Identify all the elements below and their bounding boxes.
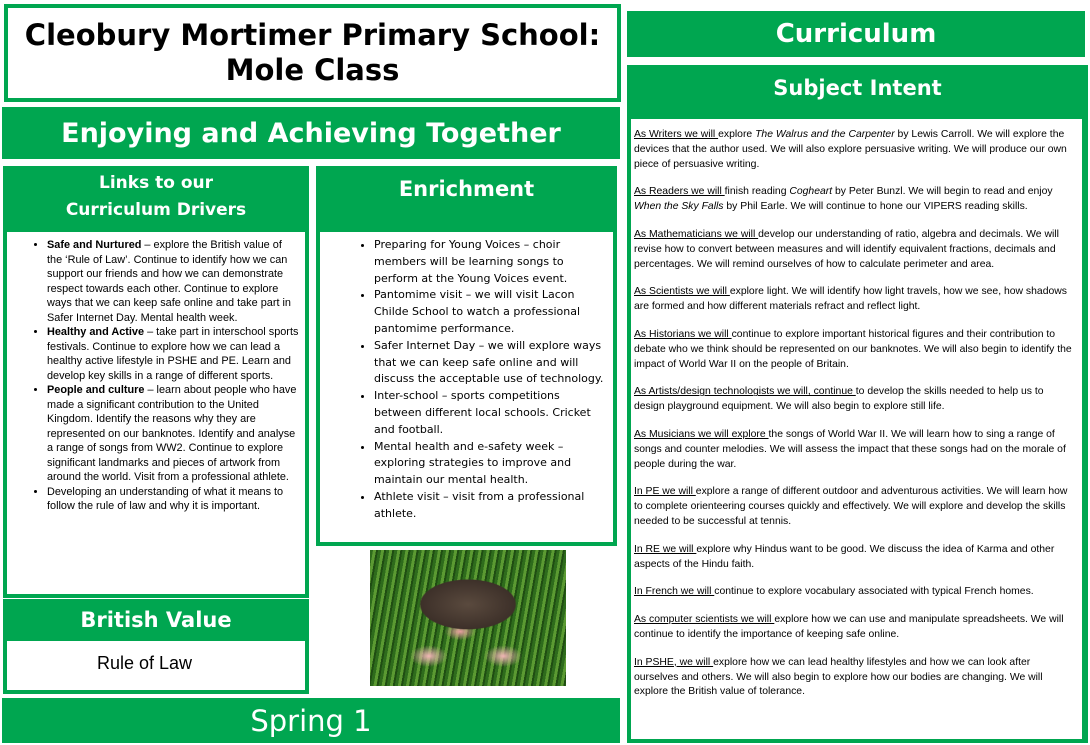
- driver-item-text: – take part in interschool sports festivals. Continue to explore how we can lead a healthy active lifestyle in PSHE and PE. Learn and develop key skills in a range of different sports.: [47, 326, 299, 382]
- subject-paragraph: [634, 485, 1076, 529]
- driver-item: [47, 383, 299, 485]
- enrichment-item: • Pantomime visit – we will visit Lacon Childe School to watch a professional pantomime performance.: [374, 287, 605, 337]
- subject-paragraph: [634, 128, 1076, 172]
- subject-lead: As Artists/design technologists we will, continue: [634, 386, 856, 398]
- driver-item-title: People and culture: [47, 384, 145, 396]
- driver-item-text: – learn about people who have made a significant contribution to the United Kingdom. Identify the reasons why they are represented on our banknotes. Identify and analyse a range of songs from WW2. Continue to explore significant landmarks and pieces of artwork from around the world. Visit from a professional athlete.: [47, 384, 297, 483]
- subject-lead: In PSHE, we will: [634, 656, 714, 668]
- subject-body: to develop the skills needed to help us to design playground equipment. We will also begin to explore still life.: [634, 386, 1044, 413]
- subject-paragraph: [634, 613, 1076, 643]
- drivers-heading: [3, 166, 309, 228]
- enrichment-item: • Safer Internet Day – we will explore ways that we can keep safe online and will discuss the acceptable use of technology.: [374, 338, 605, 388]
- enrichment-item: • Mental health and e-safety week – exploring strategies to improve and maintain our mental health.: [374, 439, 605, 489]
- drivers-heading-line2: Curriculum Drivers: [65, 200, 247, 220]
- driver-item: [47, 238, 299, 325]
- subject-intent-text: [634, 128, 1076, 700]
- subject-body: explore why Hindus want to be good. We discuss the idea of Karma and other aspects of the Hindu faith.: [634, 543, 1055, 570]
- class-name: Mole Class: [225, 53, 400, 87]
- subject-lead: In RE we will: [634, 543, 697, 555]
- subject-body: explore a range of different outdoor and adventurous activities. We will learn how to complete orienteering courses quickly and effectively. We will explore and develop the skills needed to be successful at tennis.: [634, 486, 1068, 527]
- subject-lead: As Readers we will: [634, 186, 725, 198]
- motto-banner: [2, 107, 620, 159]
- drivers-panel: [3, 166, 309, 598]
- driver-item: [47, 325, 299, 383]
- subject-paragraph: [634, 185, 1076, 215]
- term-text: Spring 1: [250, 703, 372, 738]
- subject-paragraph: [634, 543, 1076, 573]
- subject-lead: In PE we will: [634, 486, 696, 498]
- subject-lead: As Mathematicians we will: [634, 228, 759, 240]
- subject-body: develop our understanding of ratio, algebra and decimals. We will revise how to convert between measures and will identify equivalent fractions, decimals and percentages. We will remind ourselves of how to calculate perimeter and area.: [634, 228, 1059, 270]
- enrichment-body: [320, 232, 613, 542]
- subject-intent-body: [631, 119, 1082, 739]
- enrichment-list: [320, 237, 605, 523]
- driver-item-title: Healthy and Active: [47, 326, 145, 338]
- driver-item-text: Developing an understanding of what it means to follow the rule of law and why it is important.: [47, 485, 284, 512]
- curriculum-heading: Curriculum: [775, 19, 937, 49]
- subject-paragraph: [634, 385, 1076, 415]
- term-banner: [2, 698, 620, 743]
- british-value-heading: British Value: [80, 608, 232, 632]
- enrichment-panel: [316, 166, 617, 546]
- enrichment-heading: Enrichment: [398, 177, 535, 201]
- motto-text: Enjoying and Achieving Together: [61, 117, 561, 149]
- subject-intent-heading: Subject Intent: [773, 76, 942, 100]
- driver-item-title: Safe and Nurtured: [47, 239, 142, 251]
- drivers-body: [7, 232, 305, 594]
- drivers-heading-line1: Links to our: [99, 173, 213, 193]
- subject-body: the songs of World War II. We will learn how to sing a range of songs and counter melodies. We will assess the impact that these songs had on the morale of people during the war.: [634, 428, 1066, 470]
- british-value-box: [7, 641, 305, 690]
- enrichment-item: • Preparing for Young Voices – choir members will be learning songs to perform at the Young Voices event.: [374, 237, 605, 287]
- subject-paragraph: [634, 228, 1076, 272]
- subject-paragraph: [634, 585, 1076, 600]
- subject-paragraph: [634, 428, 1076, 472]
- subject-paragraph: [634, 328, 1076, 372]
- subject-body: continue to explore important historical figures and their contribution to debate who we think should be represented on our banknotes. We will also begin to identify the impact of World War II on the people of Britain.: [634, 328, 1072, 370]
- subject-paragraph: [634, 656, 1076, 700]
- enrichment-item: • Inter-school – sports competitions between different local schools. Cricket and football.: [374, 388, 605, 438]
- driver-item: [47, 485, 299, 514]
- drivers-list: [7, 238, 299, 514]
- subject-lead: As Scientists we will: [634, 286, 730, 298]
- subject-body: explore The Walrus and the Carpenter by Lewis Carroll. We will explore the devices that the author used. We will also explore persuasive writing. We will produce our own piece of persuasive writing.: [634, 129, 1067, 170]
- subject-lead: In French we will: [634, 586, 715, 598]
- subject-lead: As Musicians we will explore: [634, 428, 769, 440]
- subject-body: explore how we can use and manipulate spreadsheets. We will continue to identify the importance of keeping safe online.: [634, 614, 1064, 640]
- british-value-panel: [3, 599, 309, 694]
- driver-item-text: – explore the British value of the ‘Rule of Law’. Continue to identify how we can support our friends and how we can demonstrate respect towards each other. Continue to explore ways that we can keep safe online and take part in Safer Internet Day. Mental health week.: [47, 239, 291, 324]
- subject-lead: As Historians we will: [634, 328, 732, 340]
- mole-photo: [370, 550, 566, 686]
- school-title-box: [4, 4, 621, 102]
- school-name: Cleobury Mortimer Primary School:: [24, 18, 601, 53]
- subject-intent-panel: [627, 65, 1088, 743]
- enrichment-item: • Athlete visit – visit from a professional athlete.: [374, 489, 605, 523]
- curriculum-banner: [627, 11, 1085, 57]
- subject-body: explore how we can lead healthy lifestyles and how we can look after ourselves and others. We will also begin to explore how our bodies are changing. We will explore the British value of tolerance.: [634, 656, 1043, 698]
- subject-body: continue to explore vocabulary associated with typical French homes.: [714, 586, 1034, 598]
- subject-paragraph: [634, 285, 1076, 315]
- british-value-text: Rule of Law: [97, 653, 193, 673]
- subject-body: finish reading Cogheart by Peter Bunzl. We will begin to read and enjoy When the Sky Falls by Phil Earle. We will continue to hone our VIPERS reading skills.: [634, 186, 1053, 213]
- subject-lead: As Writers we will: [634, 129, 719, 140]
- subject-body: explore light. We will identify how light travels, how we see, how shadows are formed and how different materials refract and reflect light.: [634, 286, 1067, 313]
- subject-lead: As computer scientists we will: [634, 614, 775, 626]
